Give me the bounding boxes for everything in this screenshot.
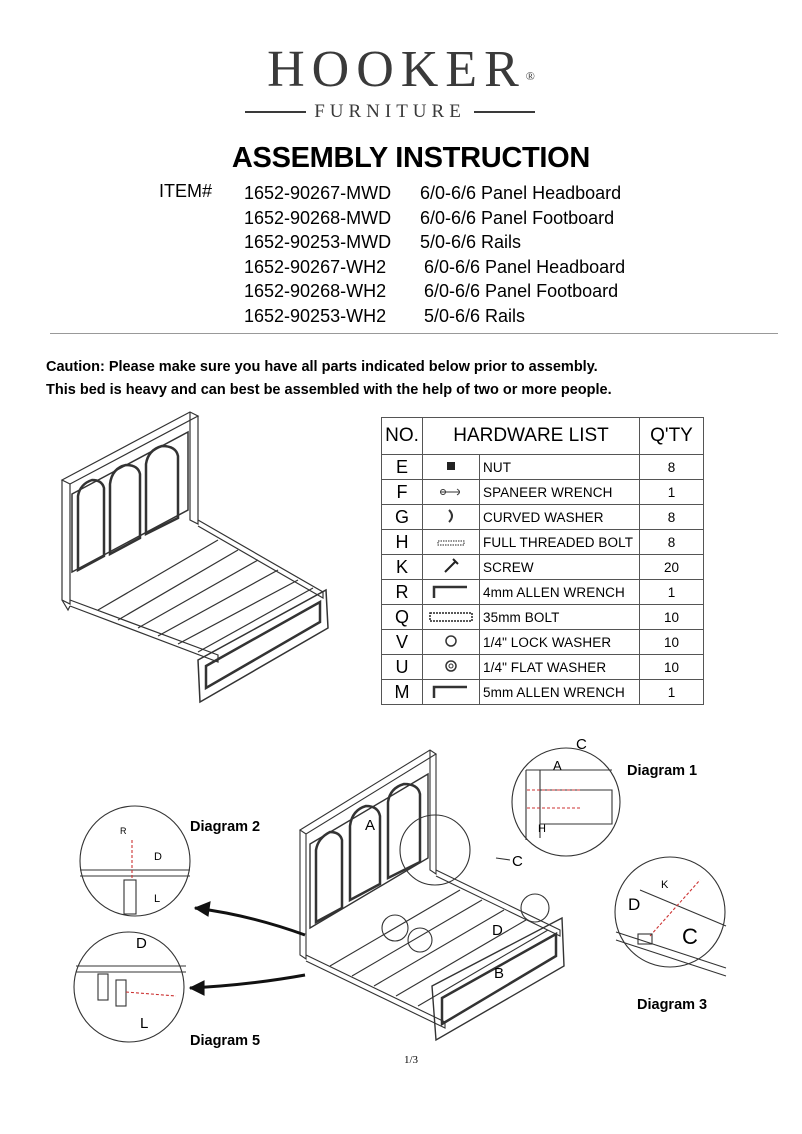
part-name: SCREW (480, 555, 640, 580)
d1-label-h: H (538, 823, 546, 835)
rail-right (198, 520, 323, 598)
table-row (382, 455, 704, 480)
d1-label-c: C (576, 736, 587, 753)
table-row (382, 505, 704, 530)
table-row (382, 605, 704, 630)
part-no: G (382, 505, 423, 530)
label-a: A (365, 817, 376, 834)
detail-circle (408, 928, 432, 952)
d2-label-d: D (154, 851, 162, 863)
arrow-to-diagram5 (190, 975, 305, 988)
diagram2-label: Diagram 2 (190, 819, 261, 835)
item-label: ITEM# (159, 181, 213, 201)
part-name: 1/4" FLAT WASHER (480, 655, 640, 680)
bolt-35mm-icon (423, 605, 480, 630)
part-qty: 1 (640, 480, 704, 505)
part-qty: 1 (640, 680, 704, 705)
brand-sub: FURNITURE (314, 101, 466, 122)
bed-illustration (58, 410, 333, 710)
allen-wrench-icon (423, 580, 480, 605)
part-name: 35mm BOLT (480, 605, 640, 630)
caution-line: This bed is heavy and can best be assembled with the help of two or more people. (46, 382, 612, 398)
part-no: H (382, 530, 423, 555)
part-no: V (382, 630, 423, 655)
headboard-arch-right (146, 446, 178, 534)
nut-icon (423, 455, 480, 480)
logo-rule-left (245, 111, 306, 113)
part-name: CURVED WASHER (480, 505, 640, 530)
page-title: ASSEMBLY INSTRUCTION (231, 142, 591, 174)
item-list (244, 181, 664, 328)
brand-subline (245, 100, 535, 124)
part-qty: 10 (640, 605, 704, 630)
main-bed (300, 750, 564, 1040)
allen-wrench-icon (423, 680, 480, 705)
item-code: 1652-90253-WH2 (244, 305, 387, 326)
header-list: HARDWARE LIST (423, 418, 640, 455)
arrow-head (195, 902, 210, 916)
part-name: 1/4" LOCK WASHER (480, 630, 640, 655)
label-d: D (492, 922, 503, 939)
item-row (244, 230, 664, 255)
headboard-arch-middle (110, 465, 140, 554)
arrow-head (190, 981, 204, 995)
caution-line: Caution: Please make sure you have all parts indicated below prior to assembly. (46, 359, 598, 375)
page-number: 1/3 (403, 1054, 419, 1066)
slat (118, 550, 238, 620)
item-code: 1652-90268-WH2 (244, 281, 387, 301)
part-qty: 10 (640, 655, 704, 680)
rail-left (70, 600, 218, 662)
label-b: B (494, 965, 505, 982)
part-no: F (382, 480, 423, 505)
part-no: M (382, 680, 423, 705)
part-qty: 8 (640, 455, 704, 480)
diagram1-label: Diagram 1 (627, 763, 698, 779)
table-row (382, 555, 704, 580)
item-code: 1652-90268-MWD (244, 207, 392, 228)
headboard-right-post (190, 412, 198, 524)
detail-circle (400, 815, 470, 885)
lock-washer-icon (423, 630, 480, 655)
arrow-to-diagram2 (195, 908, 305, 935)
diagram2-circle (80, 806, 190, 916)
part-qty: 10 (640, 630, 704, 655)
item-row (244, 304, 664, 329)
header-no: NO. (382, 418, 423, 455)
headboard-left-post (62, 480, 70, 604)
part-no: E (382, 455, 423, 480)
item-desc: 6/0-6/6 Panel Footboard (420, 207, 615, 228)
curved-washer-icon (423, 505, 480, 530)
diagram3-label: Diagram 3 (637, 997, 708, 1013)
item-code: 1652-90267-MWD (244, 183, 392, 203)
caution-text (46, 356, 612, 402)
d5-label-l: L (140, 1015, 149, 1032)
part-qty: 1 (640, 580, 704, 605)
part-no: U (382, 655, 423, 680)
label-c: C (512, 853, 523, 870)
d3-label-c: C (682, 924, 698, 949)
headboard-panel (72, 432, 188, 572)
part-qty: 20 (640, 555, 704, 580)
d2-bracket (124, 880, 136, 914)
item-desc: 6/0-6/6 Panel Headboard (420, 183, 622, 203)
slat (198, 588, 313, 652)
bolt-icon (423, 530, 480, 555)
part-qty: 8 (640, 530, 704, 555)
part-no: K (382, 555, 423, 580)
item-row (244, 255, 664, 280)
table-row (382, 480, 704, 505)
part-name: 5mm ALLEN WRENCH (480, 680, 640, 705)
part-name: 4mm ALLEN WRENCH (480, 580, 640, 605)
header-qty: Q'TY (640, 418, 704, 455)
d3-label-k: K (661, 879, 669, 891)
divider (50, 333, 778, 334)
flat-washer-icon (423, 655, 480, 680)
part-no: R (382, 580, 423, 605)
part-name: NUT (480, 455, 640, 480)
footboard (198, 590, 328, 702)
item-desc: 6/0-6/6 Panel Footboard (424, 281, 619, 301)
item-row (244, 279, 664, 304)
item-desc: 5/0-6/6 Rails (424, 305, 526, 326)
d3-label-d: D (628, 895, 641, 914)
slat (138, 560, 258, 628)
item-row (244, 181, 664, 206)
part-no: Q (382, 605, 423, 630)
logo-rule-right (474, 111, 535, 113)
table-row (382, 580, 704, 605)
diagram5-label: Diagram 5 (190, 1033, 261, 1049)
d1-label-a: A (553, 758, 562, 773)
hardware-table (381, 417, 704, 705)
table-row (382, 530, 704, 555)
part-qty: 8 (640, 505, 704, 530)
d5-bracket-b (116, 980, 126, 1006)
footboard-panel (206, 602, 320, 688)
part-name: FULL THREADED BOLT (480, 530, 640, 555)
item-code: 1652-90253-MWD (244, 232, 392, 252)
brand-name: HOOKER (267, 41, 526, 98)
screw-icon (423, 555, 480, 580)
diagram5-circle (74, 932, 184, 1042)
part-name: SPANEER WRENCH (480, 480, 640, 505)
d2-label-r: R (120, 826, 127, 836)
brand-logo (0, 42, 802, 98)
wrench-icon (423, 480, 480, 505)
item-desc: 6/0-6/6 Panel Headboard (424, 256, 626, 277)
table-row (382, 630, 704, 655)
item-code: 1652-90267-WH2 (244, 256, 387, 277)
item-desc: 5/0-6/6 Rails (420, 232, 522, 252)
item-row (244, 206, 664, 231)
d2-label-l: L (154, 893, 161, 905)
slat (178, 580, 298, 644)
hardware-header (382, 418, 704, 455)
diagram1-circle (512, 748, 620, 856)
registered-mark: ® (525, 69, 535, 83)
table-row (382, 655, 704, 680)
d5-bracket-a (98, 974, 108, 1000)
table-row (382, 680, 704, 705)
d5-label-d: D (136, 935, 147, 952)
